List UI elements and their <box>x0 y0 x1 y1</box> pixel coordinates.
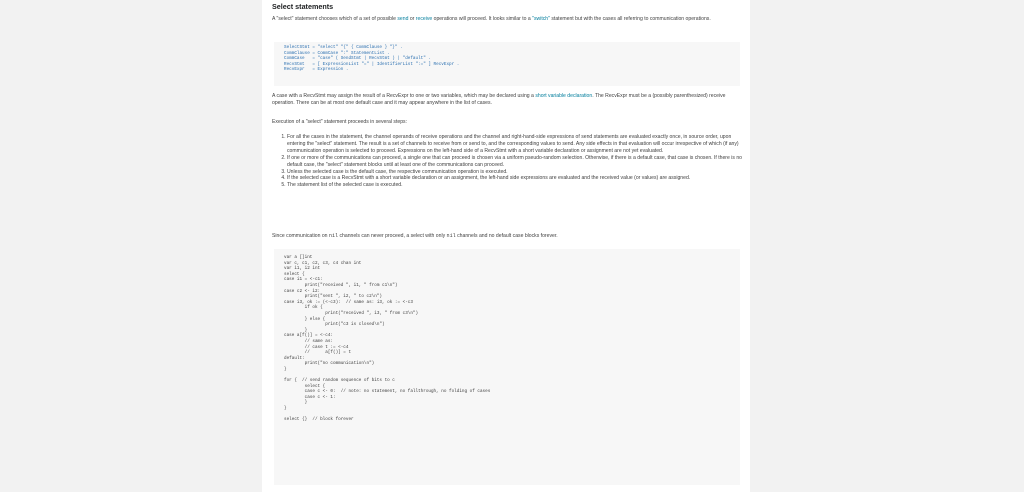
intro-text-4: statement but with the cases all referring to communication operations. <box>549 16 711 22</box>
grammar-line: RecvStmt = [ ExpressionList "=" | IdentifierList ":=" ] RecvExpr . <box>284 61 460 67</box>
short-var-decl-link[interactable]: short variable declaration <box>535 93 593 99</box>
section-heading: Select statements <box>272 2 334 11</box>
grammar-line: CommClause = CommCase ":" StatementList . <box>284 50 390 56</box>
nil-text-3: channels and no default case blocks forever. <box>455 233 558 239</box>
grammar-line: SelectStmt = "select" "{" { CommClause } "}" . <box>284 45 403 50</box>
grammar-block <box>274 42 740 86</box>
switch-link[interactable]: "switch" <box>532 16 550 22</box>
steps-intro: Execution of a "select" statement proceeds in several steps: <box>272 119 407 125</box>
intro-text-1: A "select" statement chooses which of a set of possible <box>272 16 398 22</box>
nil-code-1: nil <box>328 233 339 239</box>
document-page <box>262 0 750 492</box>
receive-link[interactable]: receive <box>415 16 433 22</box>
nil-code-2: nil <box>446 233 456 239</box>
nil-text-2: channels can never proceed, a select with only <box>338 233 447 239</box>
step-item: 2. If one or more of the communications can proceed, a single one that can proceed is chosen via a uniform pseudo-random selection. Otherwise, if there is a default case, that case is chosen. If there is no default case, the "select" statement blocks until at least one of the communications can proceed. <box>287 155 746 169</box>
intro-text-3: operations will proceed. It looks similar to a <box>432 16 533 22</box>
send-link[interactable]: send <box>397 16 409 22</box>
step-item: 1. For all the cases in the statement, the channel operands of receive operations and the channel and right-hand-side expressions of send statements are evaluated exactly once, in source order, upon entering the "select" statement. The result is a set of channels to receive from or send to, and the corresponding values to send. Any side effects in that evaluation will occur irrespective of which (if any) communication operation is selected to proceed. Expressions on the left-hand side of a RecvStmt with a short variable declaration or assignment are not yet evaluated. <box>287 134 746 155</box>
nil-text-1: Since communication on <box>272 233 329 239</box>
step-item: 4. If the selected case is a RecvStmt with a short variable declaration or an assignment, the left-hand side expressions are evaluated and the received value (or values) are assigned. <box>287 175 746 182</box>
nil-paragraph <box>272 233 746 240</box>
step-item: 5. The statement list of the selected case is executed. <box>287 182 746 189</box>
grammar-line: CommCase = "case" ( SendStmt | RecvStmt ) | "default" . <box>284 56 431 62</box>
intro-text-2: or <box>408 16 416 22</box>
recv-paragraph <box>272 93 746 107</box>
code-example-block: var a []int var c, c1, c2, c3, c4 chan int var i1, i2 int select { case i1 = <-c1: print("received ", i1, " from c1\n") case c2 <- i2: print("sent ", i2, " to c2\n") case i3, ok := (<-c3): // same as: i3, ok := <-c3 if ok { print("received ", i3, " from c3\n") } else { print("c3 is closed\n") } case a[f()] = <-c4: // same as: // case t := <-c4 // a[f()] = t default: print("no communication\n") } for { // send random sequence of bits to c select { case c <- 0: // note: no statement, no fallthrough, no folding of cases case c <- 1: } } select {} // block forever <box>274 249 740 485</box>
grammar-line: RecvExpr = Expression . <box>284 67 349 73</box>
intro-paragraph <box>272 16 746 23</box>
recv-text-1: A case with a RecvStmt may assign the result of a RecvExpr to one or two variables, which may be declared using a <box>272 93 536 99</box>
steps-list <box>272 134 746 189</box>
step-item: 3. Unless the selected case is the default case, the respective communication operation is executed. <box>287 169 746 176</box>
recv-text-2: . The RecvExpr must be a (possibly parenthesized) receive operation. There can be at most one default case and it may appear anywhere in the list of cases. <box>272 93 726 107</box>
